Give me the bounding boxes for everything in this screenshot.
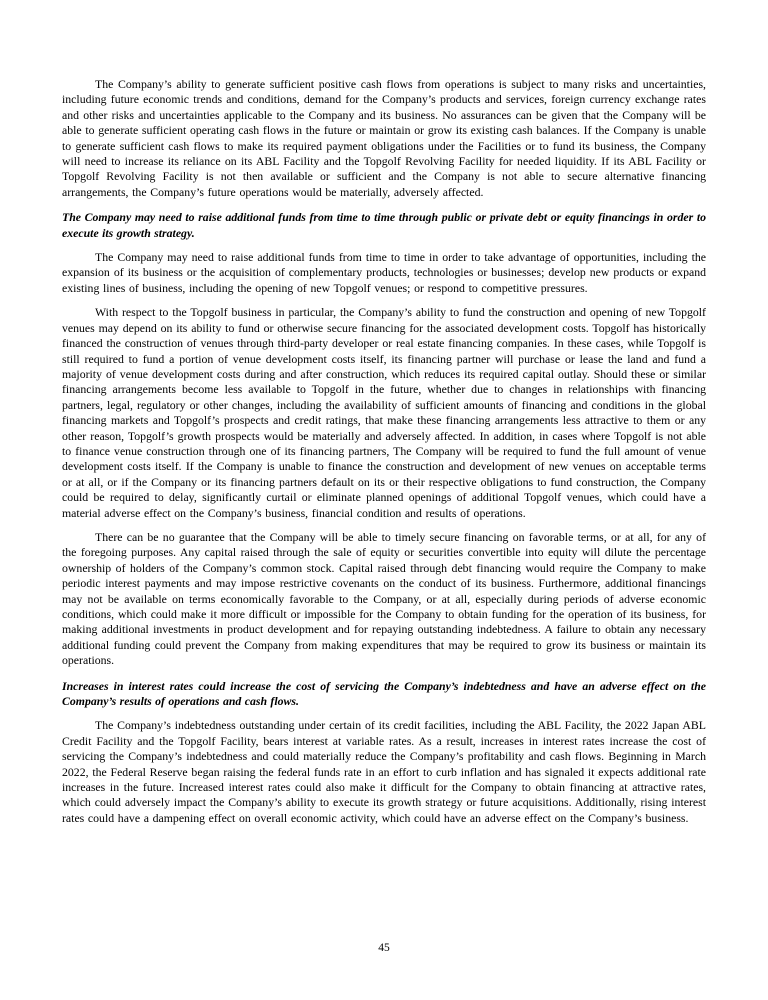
risk-heading-additional-funds: The Company may need to raise additional funds from time to time through public or private debt or equity financings in order to execute its growth strategy.	[62, 210, 706, 240]
page-footer	[0, 941, 768, 956]
risk-heading-interest-rates: Increases in interest rates could increase the cost of servicing the Company’s indebtedness and have an adverse effect on the Company’s results of operations and cash flows.	[62, 678, 706, 709]
paragraph-cash-flows-risk: The Company’s ability to generate sufficient positive cash flows from operations is subject to many risks and uncertainties, including future economic trends and conditions, demand for the Company’s products and services, foreign currency exchange rates and other risks and uncertainties applicable to the Company and its business. No assurances can be given that the Company will be able to generate sufficient operating cash flows in the future or maintain or grow its existing cash balances. If the Company is unable to generate sufficient cash flows to make its required payment obligations under the Facilities or to fund its business, the Company will need to increase its reliance on its ABL Facility and the Topgolf Revolving Facility for needed liquidity. If its ABL Facility or Topgolf Revolving Facility is not then available or sufficient and the Company is not able to secure alternative financing arrangements, the Company’s future operations would be materially, adversely affected.	[62, 77, 706, 199]
paragraph-topgolf-financing: With respect to the Topgolf business in particular, the Company’s ability to fund the construction and opening of new Topgolf venues may depend on its ability to fund or otherwise secure financing for the associated development costs. Topgolf has historically financed the construction of venues through third-party developer or real estate financing companies. In these cases, while Topgolf is still required to fund a portion of venue development costs itself, its financing partner will purchase or lease the land and fund a majority of venue development costs during and after construction, which reduces its required capital outlay. Should these or similar financing arrangements become less available to Topgolf in the future, whether due to changes in relationships with financing partners, legal, regulatory or other changes, including the availability of sufficient amounts of financing and conditions in the global financing markets and Topgolf’s prospects and credit ratings, that make these financing arrangements less attractive to them or any other reason, Topgolf’s growth prospects would be materially and adversely affected. In addition, in cases where Topgolf is not able to finance venue construction through one of its financing partners, The Company will be required to fund the full amount of venue development costs itself. If the Company is unable to finance the construction and development of new venues on acceptable terms or at all, or if the Company or its financing partners default on its or their respective obligations to fund construction, the Company could be required to delay, significantly curtail or eliminate planned openings of additional Topgolf venues, which could have a material adverse effect on the Company’s business, financial condition and results of operations.	[62, 305, 706, 520]
page-number: 45	[378, 942, 390, 954]
document-body	[62, 77, 706, 826]
paragraph-no-guarantee-financing: There can be no guarantee that the Company will be able to timely secure financing on favorable terms, or at all, for any of the foregoing purposes. Any capital raised through the sale of equity or securities convertible into equity will dilute the percentage ownership of holders of the Company’s common stock. Capital raised through debt financing would require the Company to make periodic interest payments and may impose restrictive covenants on the conduct of its business. Furthermore, additional financings may not be available on terms economically favorable to the Company, or at all, especially during periods of adverse economic conditions, which could make it more difficult or impossible for the Company to obtain funding for the operation of its business, for making additional investments in product development and for repaying outstanding indebtedness. A failure to obtain any necessary additional funding could prevent the Company from making expenditures that may be required to grow its business or maintain its operations.	[62, 529, 706, 668]
paragraph-raise-funds-opportunities: The Company may need to raise additional funds from time to time in order to take advantage of opportunities, including the expansion of its business or the acquisition of complementary products, technologies or businesses; develop new products or expand existing lines of business, including the opening of new Topgolf venues; or respond to competitive pressures.	[62, 250, 706, 295]
paragraph-variable-rate-indebtedness: The Company’s indebtedness outstanding under certain of its credit facilities, including the ABL Facility, the 2022 Japan ABL Credit Facility and the Topgolf Facility, bears interest at variable rates. As a result, increases in interest rates increase the cost of servicing the Company’s indebtedness and could materially reduce the Company’s profitability and cash flows. Beginning in March 2022, the Federal Reserve began raising the federal funds rate in an effort to curb inflation and has signaled it expects additional rate increases in the future. Increased interest rates could also make it difficult for the Company to obtain financing at attractive rates, which could adversely impact the Company’s ability to execute its growth strategy or future acquisitions. Additionally, rising interest rates could have a dampening effect on overall economic activity, which could have an adverse effect on the Company’s business.	[62, 718, 706, 825]
